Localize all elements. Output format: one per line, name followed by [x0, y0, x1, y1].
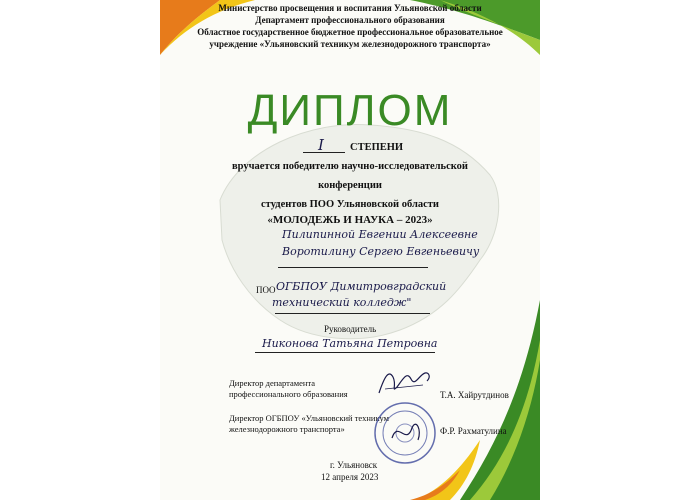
- recipient-name-1: Пилипинной Евгении Алексеевне: [282, 228, 478, 241]
- institution-type-line: Областное государственное бюджетное профессиональное образовательное: [197, 27, 503, 37]
- awarded-line-2: конференции: [318, 180, 382, 191]
- supervisor-label: Руководитель: [324, 324, 377, 334]
- institution-prefix: ПОО: [256, 285, 276, 295]
- degree-numeral: I: [318, 136, 324, 154]
- institution-name-2: технический колледж": [272, 296, 412, 309]
- institution-name-1: ОГБПОУ Димитровградский: [276, 280, 447, 293]
- recipient-name-2: Воротилину Сергею Евгеньевичу: [282, 245, 480, 258]
- degree-underline: [303, 152, 345, 153]
- director2-title-1: Директор ОГБПОУ «Ульяновский техникум: [229, 413, 389, 423]
- department-name: Департамент профессионального образования: [255, 15, 445, 25]
- issue-date: 12 апреля 2023: [321, 472, 379, 482]
- supervisor-underline: [255, 352, 435, 353]
- director1-title-2: профессионального образования: [229, 389, 348, 399]
- official-seal: [372, 400, 438, 466]
- degree-word: СТЕПЕНИ: [350, 142, 404, 153]
- diploma-title: ДИПЛОМ: [247, 86, 453, 135]
- director1-title-1: Директор департамента: [229, 378, 316, 388]
- director2-name: Ф.Р. Рахматулина: [440, 426, 507, 436]
- ministry-name: Министерство просвещения и воспитания Ульяновской области: [218, 3, 482, 13]
- director2-title-2: железнодорожного транспорта»: [229, 424, 345, 434]
- director1-name: Т.А. Хайрутдинов: [440, 390, 509, 400]
- recipient-underline: [278, 267, 428, 268]
- awarded-line-1: вручается победителю научно-исследовательской: [232, 161, 468, 172]
- institution-underline: [275, 313, 430, 314]
- supervisor-name: Никонова Татьяна Петровна: [262, 337, 438, 350]
- institution-name-line: учреждение «Ульяновский техникум железнодорожного транспорта»: [209, 39, 491, 49]
- city: г. Ульяновск: [330, 460, 378, 470]
- awarded-line-3: студентов ПОО Ульяновской области: [261, 199, 439, 210]
- director1-signature: [375, 365, 435, 400]
- conference-name: «МОЛОДЕЖЬ И НАУКА – 2023»: [267, 214, 433, 226]
